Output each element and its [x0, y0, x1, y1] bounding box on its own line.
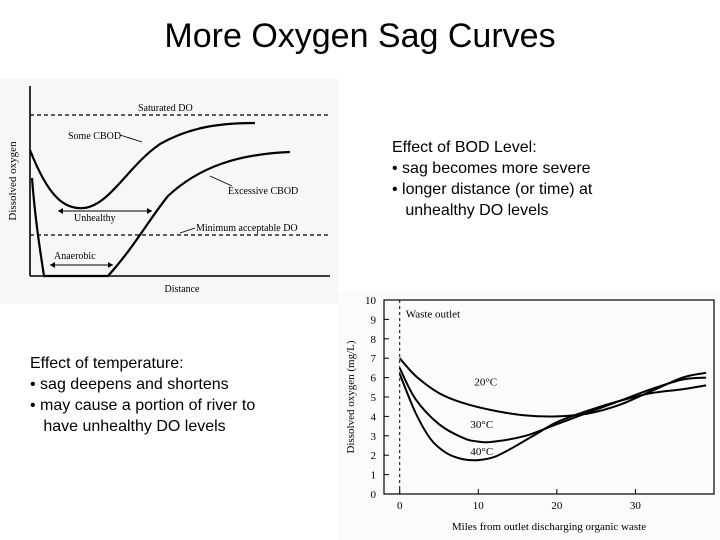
series-line-30c: [400, 368, 706, 442]
y-tick-label: 3: [370, 430, 376, 443]
series-line-20c: [400, 358, 706, 416]
x-tick-label: 20: [551, 500, 563, 512]
temperature-bullet: • sag deepens and shortens: [30, 376, 229, 393]
min-acceptable-do-label: Minimum acceptable DO: [196, 223, 298, 234]
bod-bullet: • longer distance (or time) at: [392, 181, 593, 198]
x-tick-label: 30: [629, 500, 641, 512]
y-tick-label: 7: [370, 353, 376, 366]
bod-bullet: unhealthy DO levels: [392, 202, 549, 219]
series-label: 40°C: [470, 446, 494, 459]
plot-frame: [384, 300, 714, 494]
y-tick-label: 6: [370, 372, 376, 385]
x-axis-label: Miles from outlet discharging organic waste: [451, 521, 647, 533]
x-tick-label: 0: [396, 500, 403, 512]
y-tick-label: 8: [370, 333, 376, 346]
y-tick-label: 2: [370, 450, 376, 463]
schematic-xlabel: Distance: [164, 284, 200, 295]
temperature-bullet: • may cause a portion of river to: [30, 397, 256, 414]
x-tick-label: 10: [472, 500, 484, 512]
unhealthy-label: Unhealthy: [74, 213, 116, 224]
y-tick-label: 5: [370, 392, 376, 404]
waste-outlet-label: Waste outlet: [405, 308, 461, 321]
bod-bullet: • sag becomes more severe: [392, 160, 591, 177]
saturated-do-label: Saturated DO: [138, 103, 193, 114]
oxygen-sag-schematic: [0, 78, 338, 304]
temperature-effect-text: [30, 353, 255, 437]
series-label: 20°C: [474, 376, 498, 389]
y-tick-label: 10: [365, 295, 376, 307]
some-cbod-curve: [30, 123, 255, 208]
y-tick-label: 4: [370, 411, 376, 424]
excessive-cbod-label: Excessive CBOD: [228, 186, 299, 197]
y-tick-label: 1: [370, 469, 376, 482]
schematic-ylabel: Dissolved oxygen: [7, 141, 19, 221]
temperature-heading: Effect of temperature:: [30, 355, 184, 372]
some-cbod-label: Some CBOD: [68, 131, 122, 142]
bod-heading: Effect of BOD Level:: [392, 139, 537, 156]
y-axis-label: Dissolved oxygen (mg/L): [345, 340, 357, 454]
chart-layer: [345, 295, 714, 533]
temperature-bullet: have unhealthy DO levels: [30, 418, 226, 435]
anaerobic-label: Anaerobic: [54, 251, 96, 262]
y-tick-label: 9: [370, 314, 376, 327]
bod-effect-text: [392, 137, 592, 221]
series-label: 30°C: [470, 419, 494, 432]
temperature-sag-chart: [338, 290, 720, 540]
page-title: More Oxygen Sag Curves: [164, 17, 556, 55]
y-tick-label: 0: [370, 489, 376, 501]
